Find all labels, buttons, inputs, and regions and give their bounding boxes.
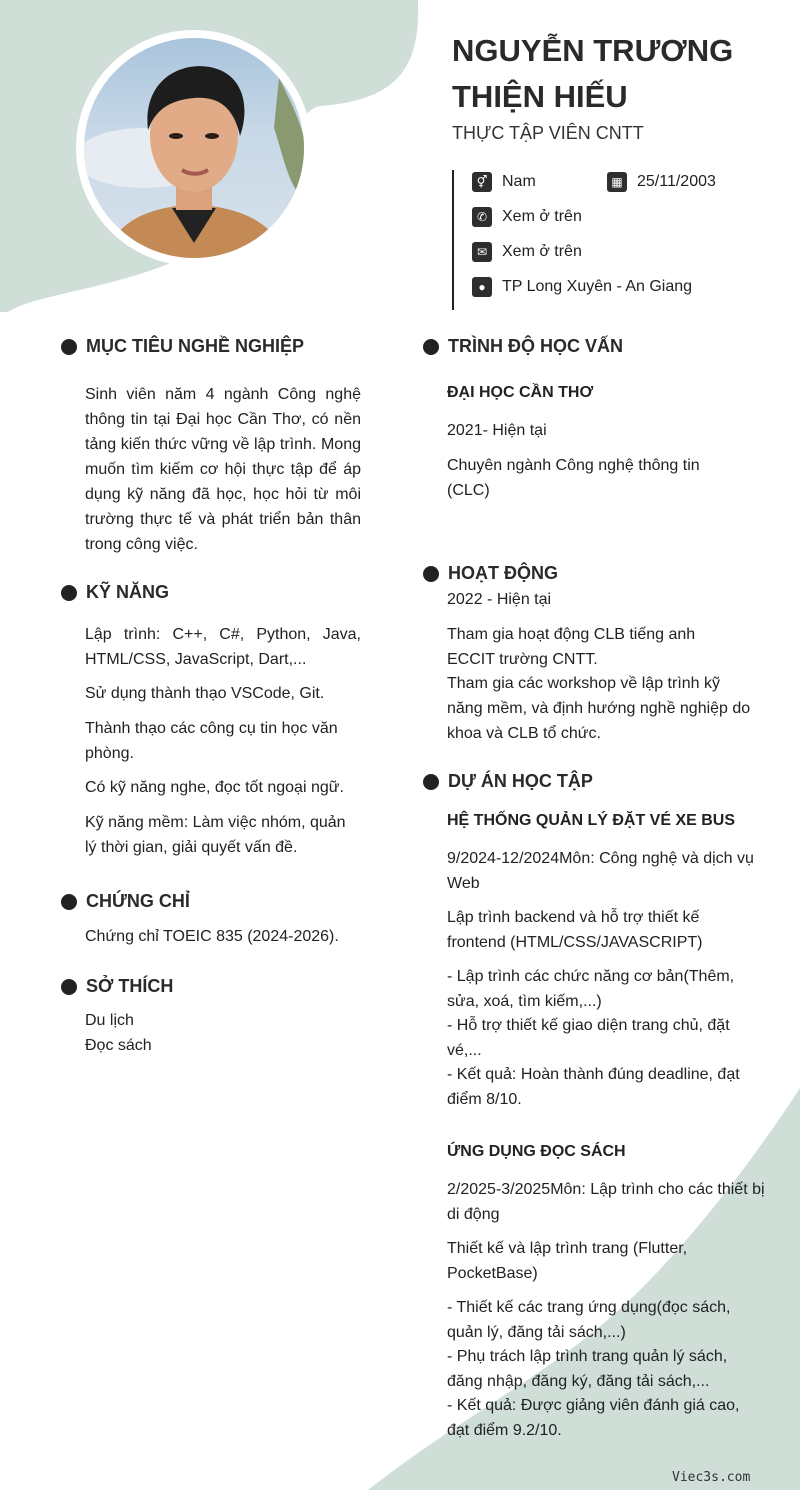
calendar-icon: ▦ [607,172,627,192]
section-projects [423,771,593,792]
hobby-item: Du lịch [85,1012,134,1029]
project-detail: - Lập trình các chức năng cơ bản(Thêm, sửa, xoá, tìm kiếm,...) [447,968,735,1010]
section-title: HOẠT ĐỘNG [448,563,558,583]
birthdate-value: 25/11/2003 [637,173,716,190]
project-period: 9/2024-12/2024Môn: Công nghệ và dịch vụ Web [447,850,754,892]
contact-email [472,242,582,262]
location-pin-icon: ● [472,277,492,297]
skill-item: Sử dụng thành thạo VSCode, Git. [85,685,325,702]
gender-icon: ⚥ [472,172,492,192]
job-title: THỰC TẬP VIÊN CNTT [452,123,644,143]
watermark-text: Viec3s.com [672,1470,751,1485]
project-detail: - Phụ trách lập trình trang quản lý sách, đăng nhập, đăng ký, đăng tải sách,... [447,1348,728,1390]
name-line-1: NGUYỄN TRƯƠNG [452,33,734,68]
section-title: TRÌNH ĐỘ HỌC VẤN [448,336,623,356]
skill-item: Thành thạo các công cụ tin học văn phòng. [85,720,338,762]
email-value: Xem ở trên [502,243,582,260]
project-detail: - Kết quả: Được giảng viên đánh giá cao, đạt điểm 9.2/10. [447,1397,740,1439]
full-name [452,28,772,120]
section-title: CHỨNG CHỈ [86,891,190,911]
bullet-dot-icon [423,774,439,790]
bullet-dot-icon [61,894,77,910]
section-career-objective [61,336,304,357]
contact-phone [472,207,582,227]
section-hobbies [61,976,173,997]
phone-icon: ✆ [472,207,492,227]
career-objective-text: Sinh viên năm 4 ngành Công nghệ thông tin tại Đại học Cần Thơ, có nền tảng kiến thức vững về lập trình. Mong muốn tìm kiếm cơ hội thực tập để áp dụng kỹ năng đã học, học hỏi từ môi trường thực tế và phát triển bản thân trong công việc. [85,386,361,553]
school-name: ĐẠI HỌC CẦN THƠ [447,384,594,401]
section-title: KỸ NĂNG [86,582,170,602]
activities-period: 2022 - Hiện tại [447,591,552,608]
avatar [84,38,304,258]
bullet-dot-icon [61,979,77,995]
section-title: DỰ ÁN HỌC TẬP [448,771,593,791]
section-certificates [61,891,190,912]
project-period: 2/2025-3/2025Môn: Lập trình cho các thiết bị di động [447,1181,765,1223]
education-period: 2021- Hiện tại [447,422,547,439]
gender-value: Nam [502,173,536,190]
address-value: TP Long Xuyên - An Giang [502,278,693,295]
section-activities [423,563,558,584]
project-role: Lập trình backend và hỗ trợ thiết kế frontend (HTML/CSS/JAVASCRIPT) [447,909,703,951]
project-name: HỆ THỐNG QUẢN LÝ ĐẶT VÉ XE BUS [447,812,736,829]
name-line-2: THIỆN HIẾU [452,79,628,114]
activity-text: Tham gia các workshop về lập trình kỹ năng mềm, và định hướng nghề nghiệp do khoa và CLB tổ chức. [447,675,751,742]
contact-address [472,277,692,297]
section-title: MỤC TIÊU NGHỀ NGHIỆP [86,336,305,356]
bullet-dot-icon [423,566,439,582]
section-education [423,336,623,357]
mail-icon: ✉ [472,242,492,262]
bullet-dot-icon [423,339,439,355]
project-role: Thiết kế và lập trình trang (Flutter, PocketBase) [447,1240,688,1282]
bullet-dot-icon [61,585,77,601]
contact-info [452,170,774,310]
phone-value: Xem ở trên [502,208,582,225]
section-title: SỞ THÍCH [86,976,174,996]
project-detail: - Hỗ trợ thiết kế giao diện trang chủ, đặt vé,... [447,1017,730,1059]
project-detail: - Thiết kế các trang ứng dụng(đọc sách, quản lý, đăng tải sách,...) [447,1299,731,1341]
project-detail: - Kết quả: Hoàn thành đúng deadline, đạt điểm 8/10. [447,1066,740,1108]
profile-photo [76,30,312,266]
certificate-text: Chứng chỉ TOEIC 835 (2024-2026). [85,928,339,945]
education-major: Chuyên ngành Công nghệ thông tin (CLC) [447,457,700,499]
section-skills [61,582,169,603]
skill-item: Kỹ năng mềm: Làm việc nhóm, quản lý thời gian, giải quyết vấn đề. [85,814,346,856]
contact-gender [472,172,536,192]
activity-text: Tham gia hoạt động CLB tiếng anh ECCIT trường CNTT. [447,626,696,668]
hobby-item: Đọc sách [85,1037,152,1054]
skill-item: Lập trình: C++, C#, Python, Java, HTML/CSS, JavaScript, Dart,... [85,626,361,668]
contact-birthdate [607,172,716,192]
bullet-dot-icon [61,339,77,355]
skill-item: Có kỹ năng nghe, đọc tốt ngoại ngữ. [85,779,344,796]
project-name: ỨNG DỤNG ĐỌC SÁCH [447,1143,626,1160]
